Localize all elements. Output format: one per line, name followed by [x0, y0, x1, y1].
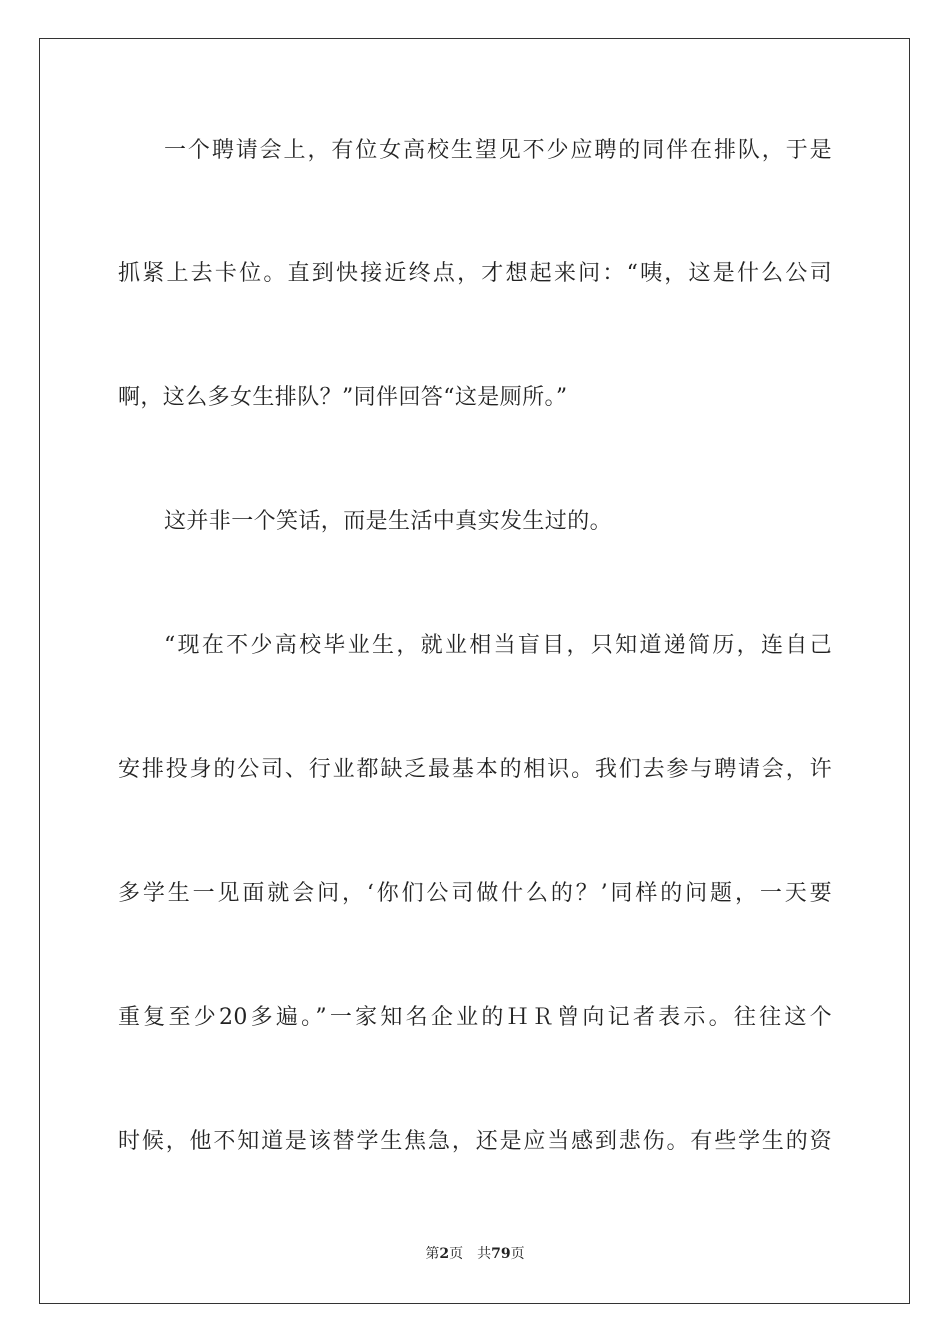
footer-page-suffix: 页 [449, 1246, 464, 1262]
paragraph-1-line-3: 啊，这么多女生排队？”同伴回答“这是厕所。” [118, 385, 568, 410]
paragraph-3-line-2: 安排投身的公司、行业都缺乏最基本的相识。我们去参与聘请会，许 [118, 757, 832, 782]
paragraph-3-line-3: 多学生一见面就会问，‘你们公司做什么的？’同样的问题，一天要 [118, 881, 832, 906]
paragraph-3-line-4: 重复至少20多遍。”一家知名企业的ＨＲ曾向记者表示。往往这个 [118, 1005, 832, 1030]
footer-page-number: 2 [439, 1246, 450, 1262]
paragraph-1-line-2: 抓紧上去卡位。直到快接近终点，才想起来问：“咦，这是什么公司 [118, 261, 832, 286]
paragraph-3-line-1: “现在不少高校毕业生，就业相当盲目，只知道递简历，连自己 [164, 633, 832, 658]
footer-total-suffix: 页 [510, 1246, 525, 1262]
footer-total-pages: 79 [491, 1246, 511, 1262]
footer-page-prefix: 第 [425, 1246, 440, 1262]
page-border [39, 38, 910, 1304]
paragraph-2-line-1: 这并非一个笑话，而是生活中真实发生过的。 [164, 509, 613, 534]
paragraph-1-line-1: 一个聘请会上，有位女高校生望见不少应聘的同伴在排队，于是 [164, 138, 832, 163]
paragraph-3-line-5: 时候，他不知道是该替学生焦急，还是应当感到悲伤。有些学生的资 [118, 1129, 832, 1154]
footer-total-prefix: 共 [477, 1246, 492, 1262]
page-footer [0, 1244, 950, 1264]
